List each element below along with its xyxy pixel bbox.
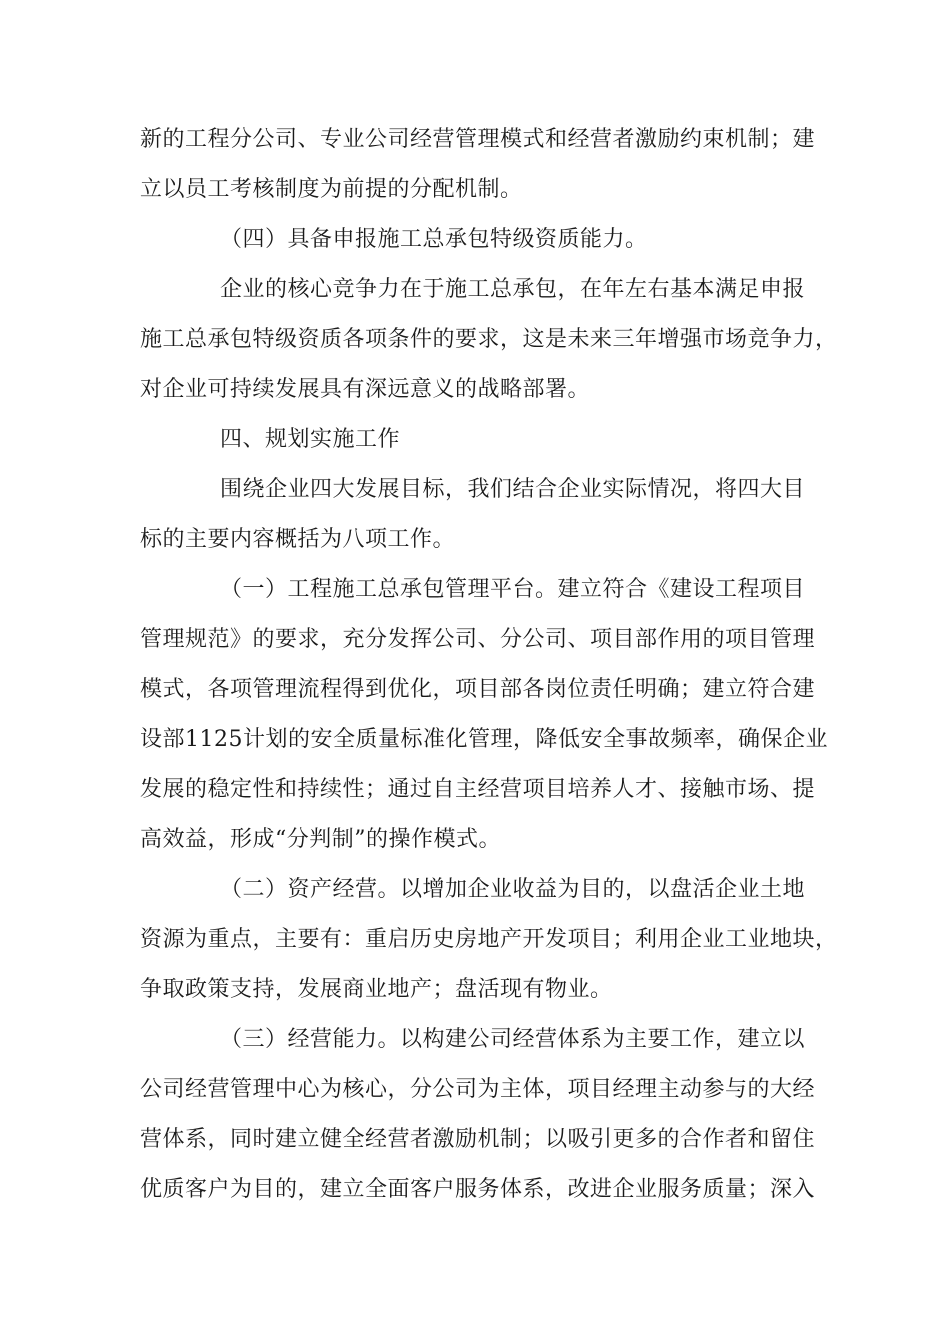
text-line: 立以员工考核制度为前提的分配机制。 [140,177,523,202]
text-line: 管理规范》的要求，充分发挥公司、分公司、项目部作用的项目管理 [140,627,816,652]
text-line: 公司经营管理中心为核心，分公司为主体，项目经理主动参与的大经 [140,1077,816,1102]
text-line: 优质客户为目的，建立全面客户服务体系，改进企业服务质量；深入 [140,1177,816,1202]
text-line: （二）资产经营。以增加企业收益为目的，以盘活企业土地 [220,877,806,902]
text-line: 争取政策支持，发展商业地产；盘活现有物业。 [140,977,613,1002]
text-line: 资源为重点，主要有：重启历史房地产开发项目；利用企业工业地块， [140,927,838,952]
section-heading: 四、规划实施工作 [220,427,401,452]
text-line: 高效益，形成“分判制”的操作模式。 [140,827,501,852]
text-line: 模式，各项管理流程得到优化，项目部各岗位责任明确；建立符合建 [140,677,816,702]
text-line: （三）经营能力。以构建公司经营体系为主要工作，建立以 [220,1027,806,1052]
section-heading: （四）具备申报施工总承包特级资质能力。 [220,227,648,252]
text-line: 发展的稳定性和持续性；通过自主经营项目培养人才、接触市场、提 [140,777,816,802]
text-line: 营体系，同时建立健全经营者激励机制；以吸引更多的合作者和留住 [140,1127,816,1152]
text-line: 企业的核心竞争力在于施工总承包，在年左右基本满足申报 [220,277,806,302]
text-line: 施工总承包特级资质各项条件的要求，这是未来三年增强市场竞争力， [140,327,838,352]
text-line: 新的工程分公司、专业公司经营管理模式和经营者激励约束机制；建 [140,127,816,152]
text-line: 围绕企业四大发展目标，我们结合企业实际情况，将四大目 [220,477,806,502]
text-line: 对企业可持续发展具有深远意义的战略部署。 [140,377,591,402]
text-line: 设部1125计划的安全质量标准化管理，降低安全事故频率，确保企业 [140,727,828,752]
text-line: 标的主要内容概括为八项工作。 [140,527,456,552]
text-line: （一）工程施工总承包管理平台。建立符合《建设工程项目 [220,577,806,602]
